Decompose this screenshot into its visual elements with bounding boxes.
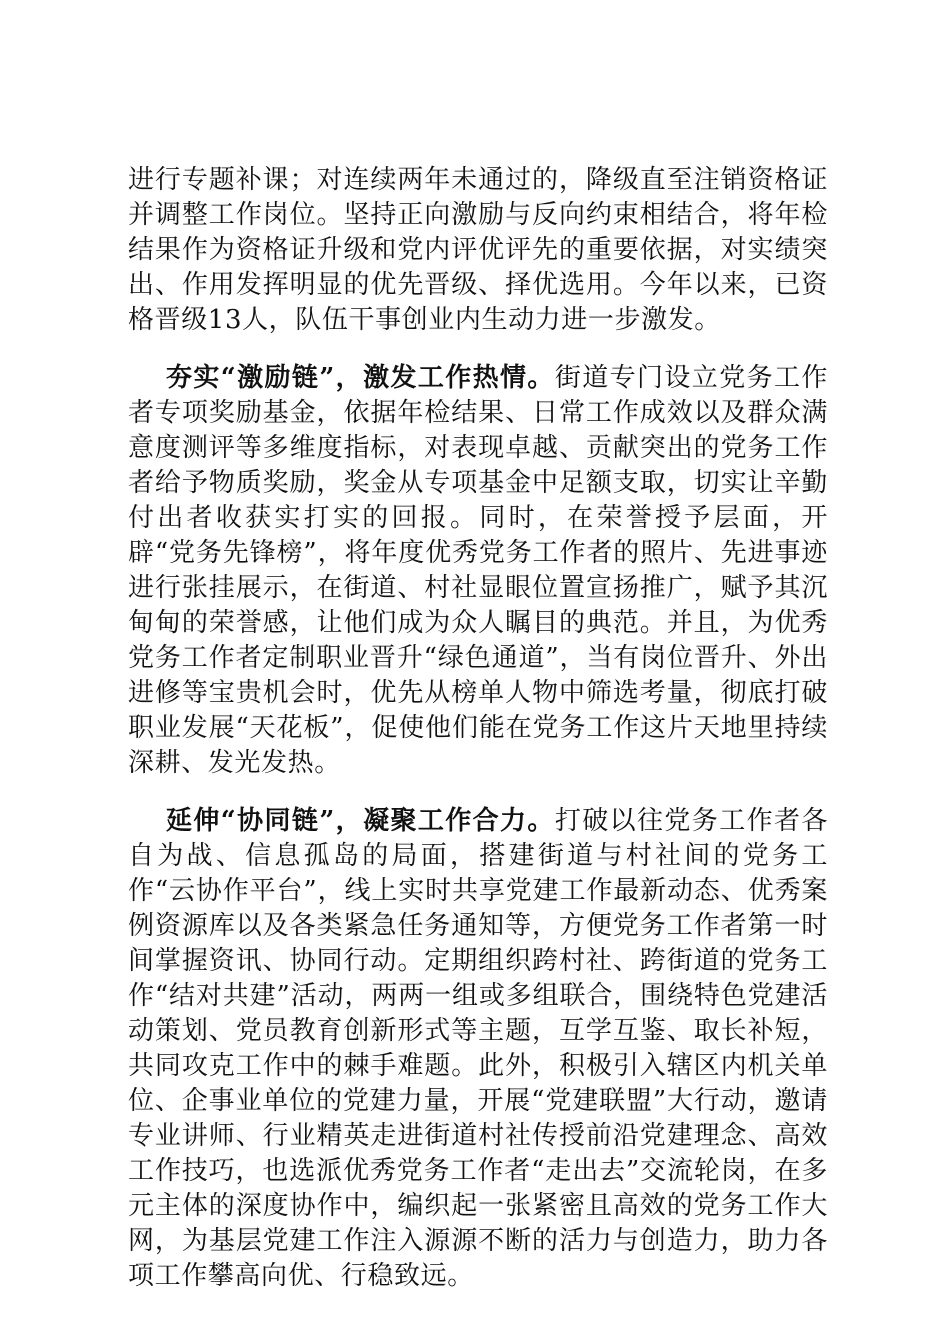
paragraph-1-text: 进行专题补课；对连续两年未通过的，降级直至注销资格证并调整工作岗位。坚持正向激励与反向约束相结合，将年检结果作为资格证升级和党内评优评先的重要依据，对实绩突出、作用发挥明显的优先晋级、择优选用。今年以来，已资格晋级13人，队伍干事创业内生动力进一步激发。 bbox=[128, 165, 828, 335]
paragraph-3 bbox=[128, 804, 828, 1294]
paragraph-2 bbox=[128, 361, 828, 781]
document-body bbox=[128, 163, 828, 1317]
paragraph-3-text: 打破以往党务工作者各自为战、信息孤岛的局面，搭建街道与村社间的党务工作“云协作平台”，线上实时共享党建工作最新动态、优秀案例资源库以及各类紧急任务通知等，方便党务工作者第一时间掌握资讯、协同行动。定期组织跨村社、跨街道的党务工作“结对共建”活动，两两一组或多组联合，围绕特色党建活动策划、党员教育创新形式等主题，互学互鉴、取长补短，共同攻克工作中的棘手难题。此外，积极引入辖区内机关单位、企事业单位的党建力量，开展“党建联盟”大行动，邀请专业讲师、行业精英走进街道村社传授前沿党建理念、高效工作技巧，也选派优秀党务工作者“走出去”交流轮岗，在多元主体的深度协作中，编织起一张紧密且高效的党务工作大网，为基层党建工作注入源源不断的活力与创造力，助力各项工作攀高向优、行稳致远。 bbox=[128, 806, 828, 1291]
paragraph-3-heading: 延伸“协同链”，凝聚工作合力。 bbox=[166, 806, 555, 836]
paragraph-2-heading: 夯实“激励链”，激发工作热情。 bbox=[166, 363, 555, 393]
paragraph-2-text: 街道专门设立党务工作者专项奖励基金，依据年检结果、日常工作成效以及群众满意度测评等多维度指标，对表现卓越、贡献突出的党务工作者给予物质奖励，奖金从专项基金中足额支取，切实让辛勤付出者收获实打实的回报。同时，在荣誉授予层面，开辟“党务先锋榜”，将年度优秀党务工作者的照片、先进事迹进行张挂展示，在街道、村社显眼位置宣扬推广，赋予其沉甸甸的荣誉感，让他们成为众人瞩目的典范。并且，为优秀党务工作者定制职业晋升“绿色通道”，当有岗位晋升、外出进修等宝贵机会时，优先从榜单人物中筛选考量，彻底打破职业发展“天花板”，促使他们能在党务工作这片天地里持续深耕、发光发热。 bbox=[128, 363, 828, 778]
paragraph-1 bbox=[128, 163, 828, 338]
